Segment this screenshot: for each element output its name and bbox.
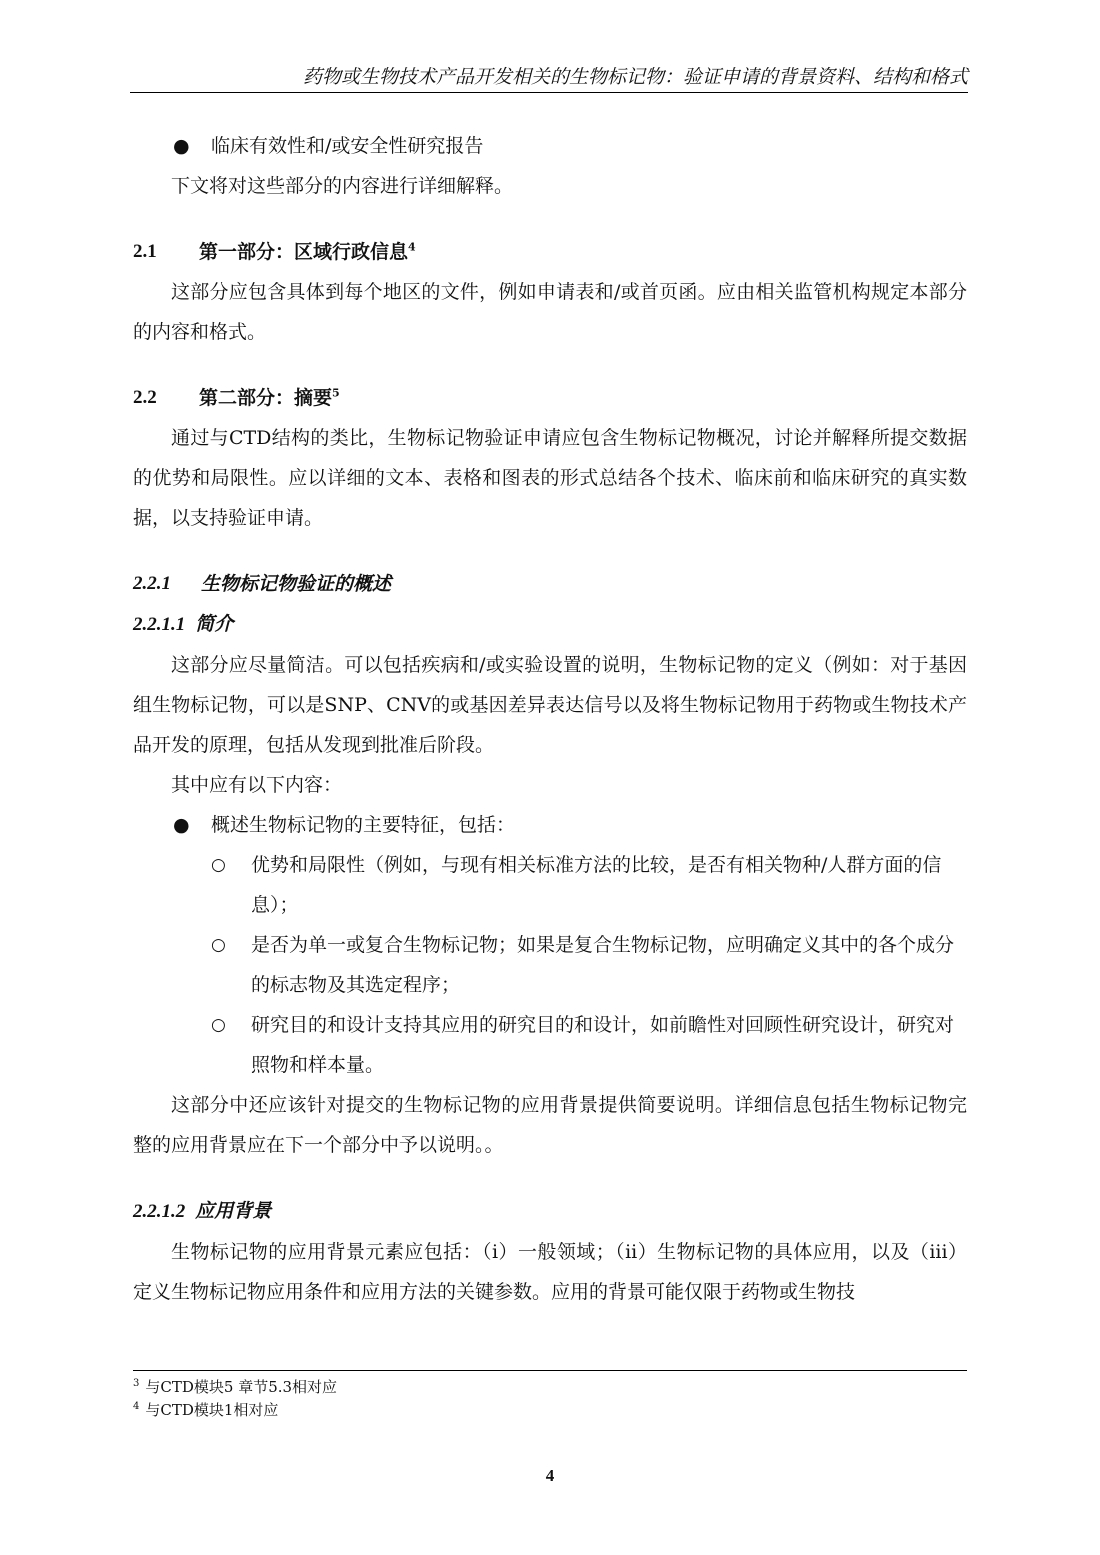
sub-list-item-text: 优势和局限性（例如，与现有相关标准方法的比较，是否有相关物种/人群方面的信息）； [251,854,942,916]
running-header: 药物或生物技术产品开发相关的生物标记物：验证申请的背景资料、结构和格式 [130,62,968,93]
section-number: 2.1 [133,241,157,262]
paragraph: 这部分应包含具体到每个地区的文件，例如申请表和/或首页函。应由相关监管机构规定本部分的内容和格式。 [133,281,967,343]
circle-bullet-icon: ○ [211,1015,226,1035]
bullet-icon: ● [173,135,190,157]
body-content [133,126,967,1312]
circle-bullet-icon: ○ [211,855,226,875]
footnote-text: 与CTD模块1相对应 [145,1401,279,1419]
footnote-text: 与CTD模块5 章节5.3相对应 [145,1378,338,1396]
section-heading-2-2-1-1 [133,604,967,645]
section-heading-2-1 [133,232,967,272]
section-title: 简介 [195,613,234,635]
footnote-ref: 5 [332,386,340,400]
list-item [133,126,967,166]
footnote-ref: 4 [408,240,416,254]
section-heading-2-2-1-2 [133,1191,967,1232]
list-item [133,805,967,845]
section-number: 2.2.1.2 [133,1201,186,1222]
footnote-divider [133,1370,967,1371]
sub-list-item-text: 研究目的和设计支持其应用的研究目的和设计，如前瞻性对回顾性研究设计，研究对照物和样本量。 [251,1014,955,1076]
section-number: 2.2.1 [133,573,171,594]
footnote-number: 4 [133,1401,140,1412]
paragraph: 其中应有以下内容： [171,774,343,796]
section-title: 应用背景 [195,1200,272,1222]
section-title: 生物标记物验证的概述 [201,573,392,595]
sub-list-item [133,1005,967,1085]
paragraph: 这部分中还应该针对提交的生物标记物的应用背景提供简要说明。详细信息包括生物标记物完整的应用背景应在下一个部分中予以说明。。 [133,1094,967,1156]
section-number: 2.2 [133,387,157,408]
circle-bullet-icon: ○ [211,935,226,955]
section-number: 2.2.1.1 [133,614,186,635]
sub-list-item [133,925,967,1005]
footnote-number: 3 [133,1378,140,1389]
list-item-text: 概述生物标记物的主要特征，包括： [211,814,516,836]
footnote [133,1399,967,1422]
bullet-icon: ● [173,814,190,836]
footnotes [133,1376,967,1422]
section-title: 第二部分：摘要 [199,387,333,409]
sub-list-item [133,845,967,925]
sub-list-item-text: 是否为单一或复合生物标记物；如果是复合生物标记物，应明确定义其中的各个成分的标志物及其选定程序； [251,934,955,996]
footnote [133,1376,967,1399]
paragraph: 这部分应尽量简洁。可以包括疾病和/或实验设置的说明，生物标记物的定义（例如：对于基因组生物标记物，可以是SNP、CNV的或基因差异表达信号以及将生物标记物用于药物或生物技术产品开发的原理，包括从发现到批准后阶段。 [133,654,967,756]
paragraph: 下文将对这些部分的内容进行详细解释。 [171,175,514,197]
section-heading-2-2-1 [133,564,967,604]
paragraph: 生物标记物的应用背景元素应包括：（i）一般领域；（ii）生物标记物的具体应用，以及（iii）定义生物标记物应用条件和应用方法的关键参数。应用的背景可能仅限于药物或生物技 [133,1241,967,1303]
section-heading-2-2 [133,378,967,418]
page-number: 4 [545,1466,555,1485]
section-title: 第一部分：区域行政信息 [199,241,409,263]
paragraph: 通过与CTD结构的类比，生物标记物验证申请应包含生物标记物概况，讨论并解释所提交数据的优势和局限性。应以详细的文本、表格和图表的形式总结各个技术、临床前和临床研究的真实数据，以支持验证申请。 [133,427,967,529]
list-item-text: 临床有效性和/或安全性研究报告 [211,135,484,157]
